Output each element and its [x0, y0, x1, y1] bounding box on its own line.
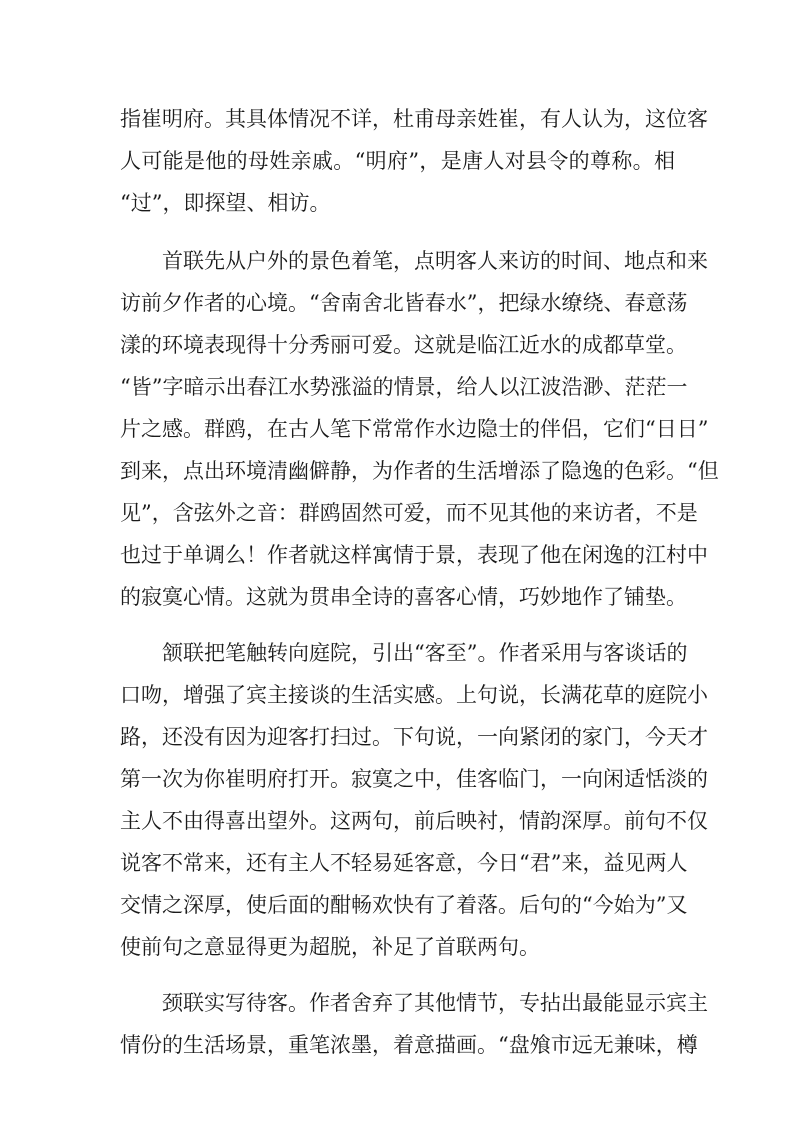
- text-line: 访前夕作者的心境。“舍南舍北皆春水”，把绿水缭绕、春意荡: [120, 291, 688, 315]
- text-line: 也过于单调么！作者就这样寓情于景，表现了他在闲逸的江村中: [120, 543, 708, 567]
- text-line: 颔联把笔触转向庭院，引出“客至”。作者采用与客谈话的: [162, 641, 688, 665]
- text-line: 到来，点出环境清幽僻静，为作者的生活增添了隐逸的色彩。“但: [120, 459, 719, 483]
- text-line: 指崔明府。其具体情况不详，杜甫母亲姓崔，有人认为，这位客: [120, 107, 708, 131]
- text-line: 首联先从户外的景色着笔，点明客人来访的时间、地点和来: [162, 249, 708, 273]
- text-line: “过”，即探望、相访。: [120, 191, 331, 215]
- text-line: 口吻，增强了宾主接谈的生活实感。上句说，长满花草的庭院小: [120, 683, 708, 707]
- text-line: 人可能是他的母姓亲戚。“明府”，是唐人对县令的尊称。相: [120, 149, 675, 173]
- text-line: 片之感。群鸥，在古人笔下常常作水边隐士的伴侣，它们“日日”: [120, 417, 709, 441]
- text-line: 交情之深厚，使后面的酣畅欢快有了着落。后句的“今始为”又: [120, 893, 688, 917]
- text-line: 情份的生活场景，重笔浓墨，着意描画。“盘飧市远无兼味，樽: [120, 1033, 698, 1057]
- text-line: 漾的环境表现得十分秀丽可爱。这就是临江近水的成都草堂。: [120, 333, 687, 357]
- text-line: 第一次为你崔明府打开。寂寞之中，佳客临门，一向闲适恬淡的: [120, 767, 708, 791]
- text-line: 主人不由得喜出望外。这两句，前后映衬，情韵深厚。前句不仅: [120, 809, 708, 833]
- text-line: 路，还没有因为迎客打扫过。下句说，一向紧闭的家门，今天才: [120, 725, 708, 749]
- text-line: 颈联实写待客。作者舍弃了其他情节，专拈出最能显示宾主: [162, 991, 708, 1015]
- text-line: 说客不常来，还有主人不轻易延客意，今日“君”来，益见两人: [120, 851, 688, 875]
- text-line: “皆”字暗示出春江水势涨溢的情景，给人以江波浩渺、茫茫一: [120, 375, 688, 399]
- text-line: 使前句之意显得更为超脱，补足了首联两句。: [120, 935, 540, 959]
- text-line: 见”，含弦外之音：群鸥固然可爱，而不见其他的来访者，不是: [120, 501, 698, 525]
- text-line: 的寂寞心情。这就为贯串全诗的喜客心情，巧妙地作了铺垫。: [120, 585, 687, 609]
